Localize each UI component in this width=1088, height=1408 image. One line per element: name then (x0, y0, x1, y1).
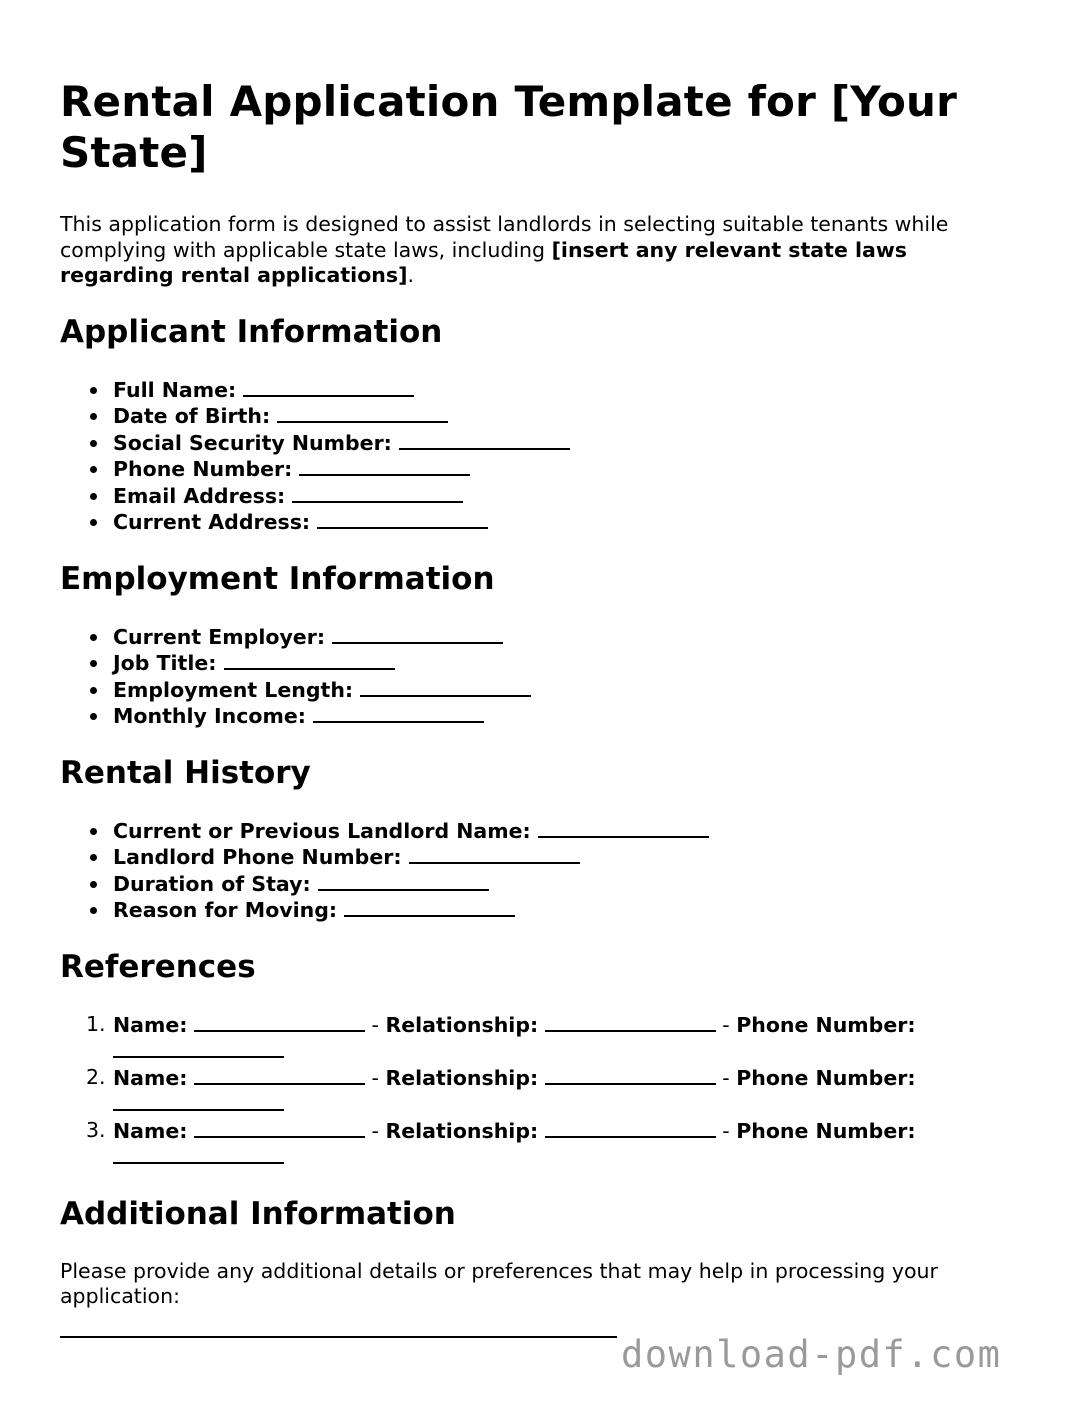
reference-item[interactable]: 2. Name: - Relationship: - Phone Number: (113, 1065, 1000, 1118)
field-date-of-birth[interactable]: Date of Birth: (113, 403, 1000, 430)
references-heading: References (60, 948, 256, 985)
field-employment-length[interactable]: Employment Length: (113, 677, 1000, 704)
applicant-heading: Applicant Information (60, 313, 443, 350)
field-monthly-income[interactable]: Monthly Income: (113, 703, 1000, 730)
page-title: Rental Application Template for [Your State] (60, 77, 958, 177)
intro-end: . (407, 263, 414, 287)
applicant-fields (60, 377, 1000, 536)
intro-bold-text: [insert any relevant state laws regarding rental applications] (60, 237, 907, 287)
field-duration-of-stay[interactable]: Duration of Stay: (113, 871, 1000, 898)
field-phone-number[interactable]: Phone Number: (113, 456, 1000, 483)
additional-info-text: Please provide any additional details or preferences that may help in processing your application: (60, 1258, 938, 1308)
reference-item[interactable]: 1. Name: - Relationship: - Phone Number: (113, 1012, 1000, 1065)
field-landlord-name[interactable]: Current or Previous Landlord Name: (113, 818, 1000, 845)
reference-number: 1. (86, 1011, 106, 1036)
field-current-address[interactable]: Current Address: (113, 509, 1000, 536)
field-email-address[interactable]: Email Address: (113, 483, 1000, 510)
employment-fields (60, 624, 1000, 730)
field-reason-for-moving[interactable]: Reason for Moving: (113, 897, 1000, 924)
reference-item[interactable]: 3. Name: - Relationship: - Phone Number: (113, 1118, 1000, 1171)
rental-history-heading: Rental History (60, 754, 311, 791)
references-list (60, 1012, 1000, 1171)
field-current-employer[interactable]: Current Employer: (113, 624, 1000, 651)
field-full-name[interactable]: Full Name: (113, 377, 1000, 404)
reference-number: 3. (86, 1117, 106, 1142)
document-page (60, 76, 1000, 1310)
intro-text: This application form is designed to assist landlords in selecting suitable tenants while complying with applicable state laws, including (60, 212, 949, 262)
field-ssn[interactable]: Social Security Number: (113, 430, 1000, 457)
employment-heading: Employment Information (60, 560, 495, 597)
rental-history-fields (60, 818, 1000, 924)
reference-number: 2. (86, 1064, 106, 1089)
field-job-title[interactable]: Job Title: (113, 650, 1000, 677)
watermark: download-pdf.com (617, 1333, 1001, 1376)
field-landlord-phone[interactable]: Landlord Phone Number: (113, 844, 1000, 871)
additional-info-heading: Additional Information (60, 1195, 456, 1232)
intro-paragraph (60, 212, 1000, 289)
